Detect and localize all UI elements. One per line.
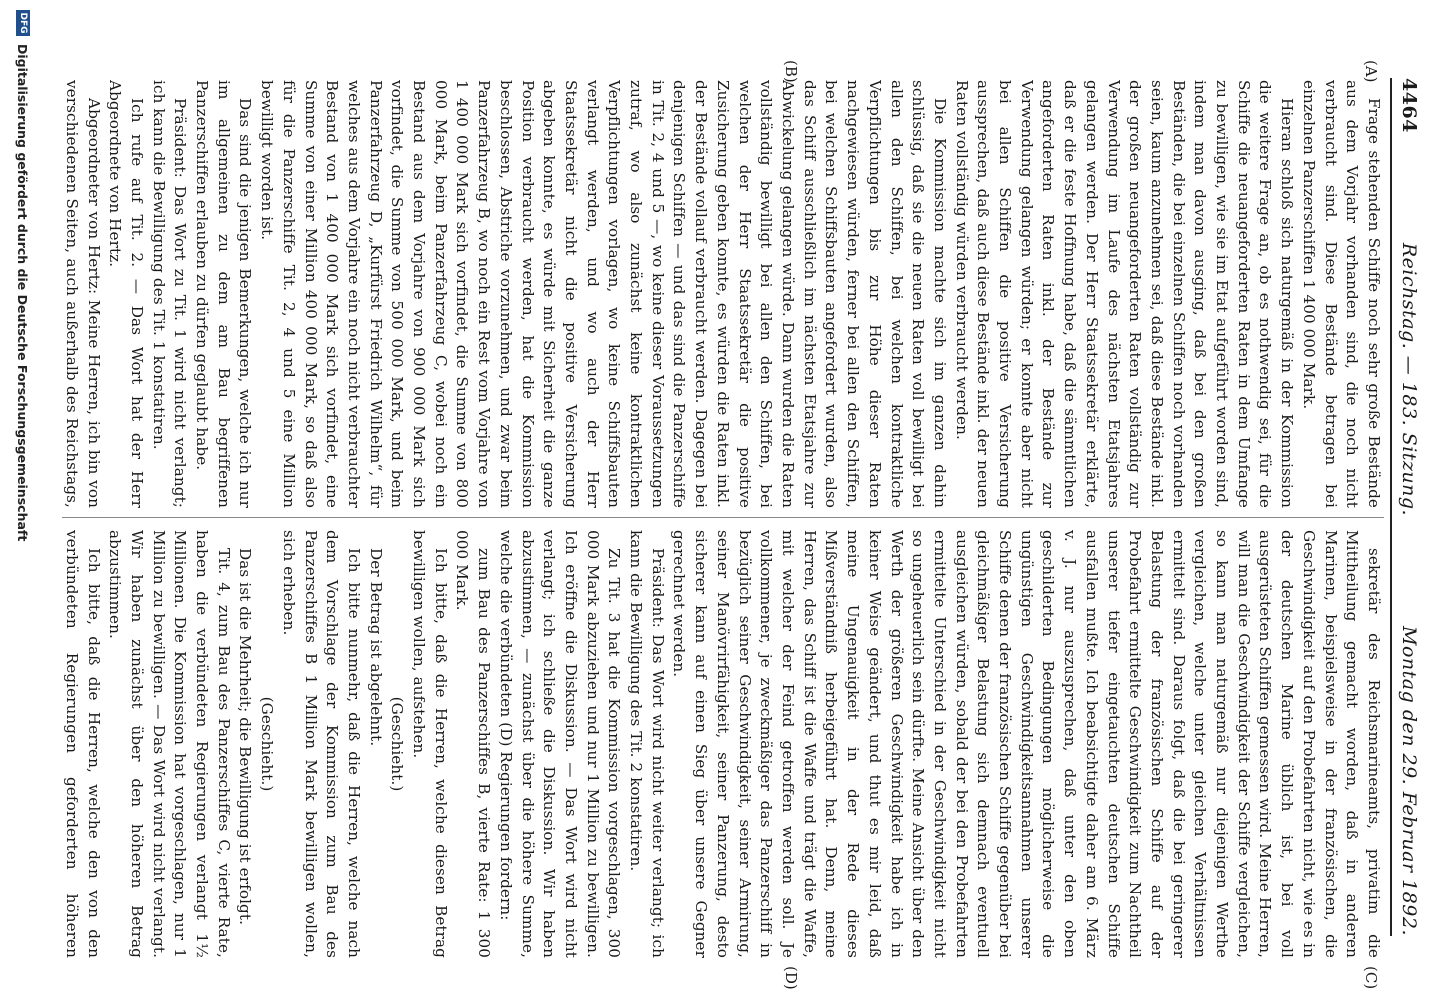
page-header xyxy=(1396,78,1422,936)
page-footer xyxy=(10,0,36,1000)
column-separator xyxy=(62,517,1384,518)
dfg-logo-icon: DFG xyxy=(16,10,30,36)
paragraph: Ich bitte, daß die Herren, welche diesen Betrag bewilligen wollen, aufstehen. xyxy=(410,530,450,958)
left-column xyxy=(62,80,1384,508)
paragraph: Das sind die jenigen Bemerkungen, welche ich nur im allgemeinen zu dem am Bau begriffenen Panzerschiffen erlauben zu dürfen geglaubt habe. xyxy=(193,80,255,508)
session-title: Reichstag. — 183. Sitzung. xyxy=(1398,242,1420,517)
paragraph: Das ist die Mehrheit; die Bewilligung ist erfolgt. xyxy=(236,548,255,925)
paragraph: Der Betrag ist abgelehnt. xyxy=(366,548,385,747)
right-column xyxy=(62,530,1384,958)
paragraph: (Geschieht.) xyxy=(388,696,407,792)
paragraph: Hieran schloß sich naturgemäß in der Kommission die weitere Frage an, ob es nothwendig sei, für die Schiffe die neuangeforderten Raten in dem Umfange zu bewilligen, wie sie im Etat aufgeführt worden sind, indem man davon ausging, daß bei den großen Beständen, die bei einzelnen Schiffen noch vorhanden seien, kaum anzunehmen sei, daß diese Bestände inkl. der großen neuangeforderten Raten vollständig zur Verwendung im Laufe des nächsten Etatsjahres gelangen werden. Der Herr Staatssekretär erklärte, daß er die feste Hoffnung habe, daß die sämmtlichen angeforderten Raten inkl. der Bestände zur Verwendung gelangen würden; er konnte aber nicht bei allen Schiffen die positive Versicherung aussprechen, daß auch diese Bestände inkl. der neuen Raten vollständig würden verbraucht werden. xyxy=(952,80,1297,508)
paragraph: Ich rufe auf Tit. 2. — Das Wort hat der Herr Abgeordnete von Hertz. xyxy=(106,80,146,508)
margin-marker-d: (D) xyxy=(782,966,800,990)
paragraph: Frage stehenden Schiffe noch sehr große Bestände aus dem Vorjahr vorhanden sind, die noch nicht verbraucht sind. Diese Bestände betragen bei einzelnen Panzerschiffen 1 400 000 Mark. xyxy=(1299,80,1383,508)
margin-marker-c: (C) xyxy=(1362,966,1380,990)
page-number: 4464 xyxy=(1398,78,1420,133)
paragraph: Zu Tit. 3 hat die Kommission vorgeschlagen, 300 000 Mark abzuziehen und nur 1 Million zu bewilligen. Ich eröffne die Diskussion. — Das Wort wird nicht verlangt; ich schließe die Diskussion. Wir haben abzustimmen, — zunächst über die höhere Summe, welche die verbündeten (D) Regierungen fordern: xyxy=(496,530,624,958)
paragraph: Tit. 4, zum Bau des Panzerschiffes C, vierte Rate, haben die verbündeten Regierungen verlangt 1½ Millionen. Die Kommission hat vorgeschlagen, nur 1 Million zu bewilligen. — Das Wort wird nicht verlangt. Wir haben zunächst über den höheren Betrag abzustimmen. xyxy=(106,530,233,958)
paragraph: Präsident: Das Wort wird nicht weiter verlangt; ich kann die Bewilligung des Tit. 2 konstatiren. xyxy=(627,530,667,958)
funding-note: Digitalisierung gefördert durch die Deutsche Forschungsgemeinschaft xyxy=(15,44,31,542)
session-date: Montag den 29. Februar 1892. xyxy=(1398,626,1420,936)
margin-marker-a: (A) xyxy=(1362,60,1380,83)
paragraph: (Geschieht.) xyxy=(258,696,277,792)
paragraph: zum Bau des Panzerschiffes B, vierte Rate: 1 300 000 Mark. xyxy=(453,530,494,958)
paragraph: Ich bitte, daß die Herren, welche den von den verbündeten Regierungen geforderten höheren xyxy=(62,530,103,958)
header-rule xyxy=(1390,78,1392,936)
paragraph: Die Kommission machte sich im ganzen dahin schlüssig, daß sie die neuen Raten voll bewilligt bei allen den Schiffen, bei welchen kontraktliche Verpflichtungen bis zur Höhe dieser Raten nachgewiesen würden, ferner bei allen den Schiffen, bei welchen Schiffsbauten angefordert wurden, also das Schiff ausschließlich im nächsten Etatsjahre zur Abwickelung gelangen würde. Dann wurden die Raten vollständig bewilligt bei allen den Schiffen, bei welchen der Herr Staatssekretär die positive Zusicherung geben konnte, es würden die Raten inkl. der Bestände vollauf verbraucht werden. Dagegen bei denjenigen Schiffen — und das sind die Panzerschiffe in Tit. 2, 4 und 5 —, wo keine dieser Voraussetzungen zutraf, wo also zunächst keine kontraktlichen Verpflichtungen vorlagen, wo keine Schiffsbauten verlangt werden, und wo auch der Herr Staatssekretär nicht die positive Versicherung abgeben konnte, es würde mit Sicherheit die ganze Position verbraucht werden, hat die Kommission beschlossen, Abstriche vorzunehmen, und zwar beim Panzerfahrzeug B, wo noch ein Rest vom Vorjahre von 1 400 000 Mark sich vorfindet, die Summe von 800 000 Mark, beim Panzerfahrzeug C, wobei noch ein Bestand aus dem Vorjahre von 900 000 Mark sich vorfindet, die Summe von 500 000 Mark, und beim Panzerfahrzeug D, „Kurfürst Friedrich Wilhelm“, für welches aus dem Vorjahre ein noch nicht verbrauchter Bestand von 1 400 000 Mark sich vorfindet, eine Summe von einer Million 400 000 Mark, so daß also für die Panzerschiffe Tit. 2, 4 und 5 eine Million bewilligt worden ist. xyxy=(258,80,949,508)
paragraph: Präsident: Das Wort zu Tit. 1 wird nicht verlangt; ich kann die Bewilligung des Tit. 1 konstatiren. xyxy=(149,80,190,508)
paragraph: Ich bitte nunmehr, daß die Herren, welche nach dem Vorschlage der Kommission zum Bau des Panzerschiffes B 1 Million Mark bewilligen wollen, sich erheben. xyxy=(279,530,363,958)
paragraph: Abgeordneter von Hertz: Meine Herren, ich bin von verschiedenen Seiten, auch außerhalb des Reichstags, xyxy=(62,80,103,508)
paragraph: sekretär des Reichsmarineamts, privatim die Mittheilung gemacht worden, daß in anderen Marinen, beispielsweise in der französischen, die Geschwindigkeit auf den Probefahrten nicht, wie es in der deutschen Marine üblich ist, bei voll ausgerüsteten Schiffen gemessen wird. Meine Herren, will man die Geschwindigkeit der Schiffe vergleichen, so kann man naturgemäß nur diejenigen Werthe vergleichen, welche unter gleichen Verhältnissen ermittelt sind. Daraus folgt, daß die bei geringerer Belastung der französischen Schiffe auf der Probefahrt ermittelte Geschwindigkeit zum Nachtheil unserer tiefer eingetauchten deutschen Schiffe ausfallen mußte. Ich beabsichtigte daher am 6. März v. J. nur auszusprechen, daß unter den oben geschilderten Bedingungen möglicherweise die ungünstigen Geschwindigkeitsannahmen unserer Schiffe denen der französischen Schiffe gegenüber bei gleichmäßiger Belastung sich demnach eventuell ausgleichen würden, sobald der bei den Probefahrten ermittelte Unterschied in der Geschwindigkeit nicht so ungeheuerlich sein dürfte. Meine Ansicht über den Werth der größeren Geschwindigkeit habe ich in keiner Weise geändert, und thut es mir leid, daß meine Ungenauigkeit in der Rede dieses Mißverständniß herbeigeführt hat. Denn, meine Herren, das Schiff ist die Waffe und trägt die Waffe, mit welcher der Feind getroffen werden soll. Je vollkommener, je zweckmäßiger das Panzerschiff in bezüglich seiner Geschwindigkeit, seiner Armirung, seiner Manövrirfähigkeit, seiner Panzerung, desto sicherer kann auf einen Sieg über unsere Gegner gerechnet werden. xyxy=(670,530,1383,958)
margin-marker-b: (B) xyxy=(782,60,800,83)
